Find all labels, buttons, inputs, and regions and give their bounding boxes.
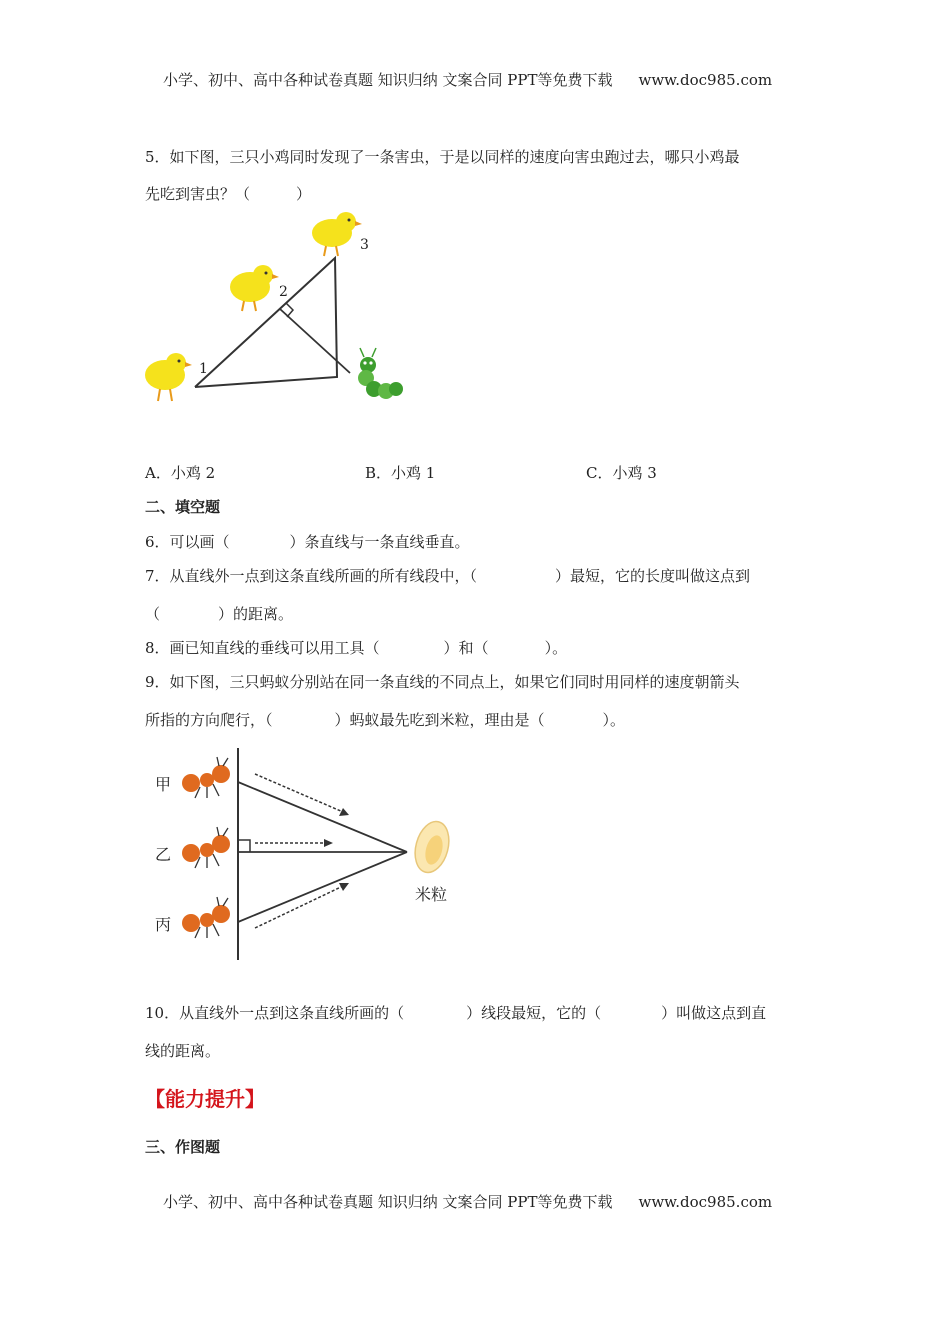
header-text: 小学、初中、高中各种试卷真题 知识归纳 文案合同 PPT等免费下载 [163, 71, 613, 89]
ant-label-jia: 甲 [155, 775, 172, 794]
right-angle-mark [238, 840, 250, 852]
footer-url: www.doc985.com [638, 1193, 773, 1211]
chick-icon [312, 212, 362, 256]
q7-line1: 7．从直线外一点到这条直线所画的所有线段中，（ ）最短，它的长度叫做这点到 [145, 567, 751, 585]
ability-heading: 【能力提升】 [145, 1087, 265, 1111]
perpendicular-line [280, 309, 350, 373]
line-bing [238, 852, 407, 922]
chick-label-1: 1 [199, 361, 208, 377]
chick-label-3: 3 [360, 237, 369, 253]
option-c[interactable]: C．小鸡 3 [586, 464, 657, 482]
rice-grain-icon [410, 818, 454, 877]
ant-icon [182, 757, 230, 798]
q10-line2: 线的距离。 [145, 1042, 221, 1060]
option-a[interactable]: A．小鸡 2 [145, 464, 216, 482]
q7-line2: （ ）的距离。 [145, 605, 294, 623]
ant-label-bing: 丙 [155, 915, 172, 934]
chick-icon [230, 265, 279, 311]
arrow-bing [255, 886, 343, 928]
ants-figure [145, 740, 465, 965]
chicks-figure [140, 205, 420, 410]
q5-line1: 5．如下图，三只小鸡同时发现了一条害虫，于是以同样的速度向害虫跑过去，哪只小鸡最 [145, 148, 740, 166]
q9-line1: 9．如下图，三只蚂蚁分别站在同一条直线的不同点上，如果它们同时用同样的速度朝箭头 [145, 673, 740, 691]
q10-line1: 10．从直线外一点到这条直线所画的（ ）线段最短，它的（ ）叫做这点到直 [145, 1004, 767, 1022]
chick-icon [145, 353, 192, 401]
footer-text: 小学、初中、高中各种试卷真题 知识归纳 文案合同 PPT等免费下载 [163, 1193, 613, 1211]
option-b[interactable]: B．小鸡 1 [365, 464, 436, 482]
q8: 8．画已知直线的垂线可以用工具（ ）和（ ）。 [145, 639, 568, 657]
line-jia [238, 782, 407, 852]
ant-icon [182, 897, 230, 938]
section-fill-blank-title: 二、填空题 [145, 498, 221, 516]
caterpillar-icon [358, 348, 403, 399]
page-footer [163, 1191, 772, 1212]
header-url: www.doc985.com [638, 71, 773, 89]
ant-icon [182, 827, 230, 868]
rice-label: 米粒 [415, 885, 448, 904]
q5-line2: 先吃到害虫？（ ） [145, 185, 312, 203]
page-header [163, 69, 772, 90]
q9-line2: 所指的方向爬行，（ ）蚂蚁最先吃到米粒，理由是（ ）。 [145, 711, 626, 729]
q6: 6．可以画（ ）条直线与一条直线垂直。 [145, 533, 470, 551]
chick-label-2: 2 [279, 284, 288, 300]
section-drawing-title: 三、作图题 [145, 1138, 221, 1156]
ant-label-yi: 乙 [155, 845, 172, 864]
